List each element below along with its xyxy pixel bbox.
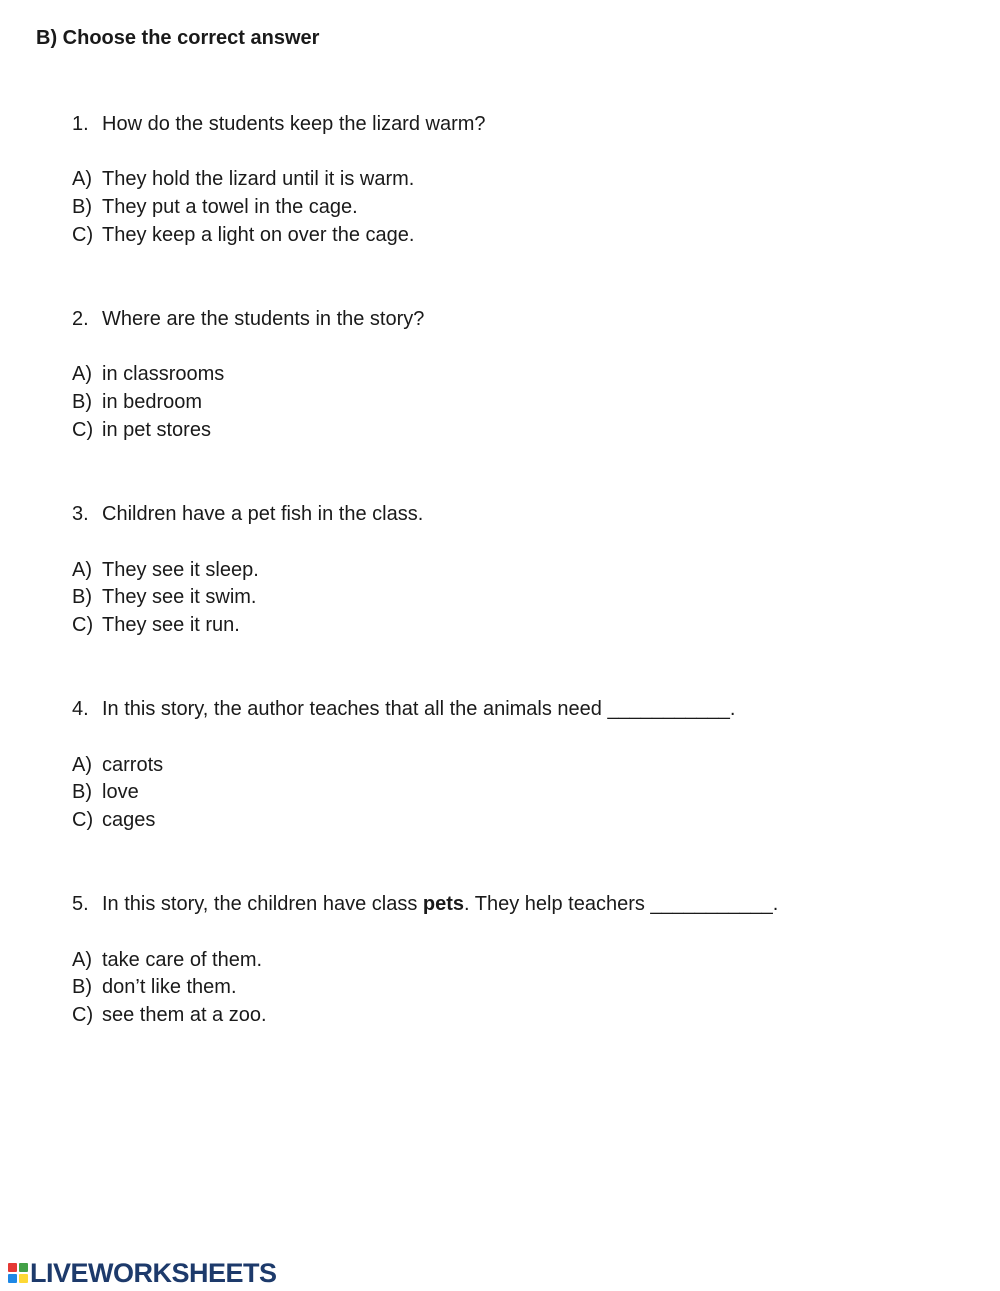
option-text: They see it sleep. — [102, 559, 259, 581]
question-text: How do the students keep the lizard warm? — [102, 113, 486, 135]
option-5b[interactable] — [72, 973, 237, 1001]
option-text: take care of them. — [102, 949, 263, 971]
section-heading: B) Choose the correct answer — [36, 27, 320, 49]
option-letter: B) — [72, 976, 92, 998]
option-3a[interactable] — [72, 556, 259, 584]
option-letter: A) — [72, 363, 92, 385]
option-2b[interactable] — [72, 388, 202, 416]
option-3c[interactable] — [72, 611, 240, 639]
question-text: In this story, the children have class — [102, 893, 423, 915]
option-1b[interactable] — [72, 193, 358, 221]
question-number: 3. — [72, 503, 89, 525]
option-letter: C) — [72, 809, 94, 831]
option-text: cages — [102, 809, 156, 831]
question-2 — [72, 305, 424, 333]
question-text: Children have a pet fish in the class. — [102, 503, 424, 525]
option-text: carrots — [102, 754, 164, 776]
option-letter: A) — [72, 168, 92, 190]
question-text-end: . — [729, 698, 736, 720]
logo-text: LIVEWORKSHEETS — [30, 1257, 277, 1288]
option-letter: A) — [72, 559, 92, 581]
option-2a[interactable] — [72, 360, 224, 388]
option-text: love — [102, 781, 139, 803]
question-text: Where are the students in the story? — [102, 308, 425, 330]
logo-grid-icon — [8, 1263, 28, 1283]
option-2c[interactable] — [72, 416, 211, 444]
option-letter: C) — [72, 614, 94, 636]
option-text: see them at a zoo. — [102, 1004, 267, 1026]
option-text: in bedroom — [102, 391, 203, 413]
option-text: They see it run. — [102, 614, 240, 636]
question-number: 4. — [72, 698, 89, 720]
option-letter: A) — [72, 949, 92, 971]
option-4b[interactable] — [72, 778, 139, 806]
liveworksheets-logo — [8, 1258, 277, 1288]
option-text: in pet stores — [102, 419, 211, 441]
option-4a[interactable] — [72, 751, 163, 779]
question-text: In this story, the author teaches that all the animals need — [102, 698, 608, 720]
option-5c[interactable] — [72, 1001, 267, 1029]
logo-square-green — [19, 1263, 28, 1272]
option-text: in classrooms — [102, 363, 225, 385]
option-4c[interactable] — [72, 806, 155, 834]
question-4 — [72, 695, 735, 723]
option-1c[interactable] — [72, 221, 414, 249]
option-letter: B) — [72, 781, 92, 803]
question-1 — [72, 110, 486, 138]
option-3b[interactable] — [72, 583, 256, 611]
option-letter: C) — [72, 1004, 94, 1026]
answer-blank[interactable]: ___________ — [650, 893, 773, 915]
question-3 — [72, 500, 423, 528]
option-letter: B) — [72, 196, 92, 218]
logo-square-yellow — [19, 1274, 28, 1283]
question-bold-word: pets — [422, 893, 465, 915]
logo-square-red — [8, 1263, 17, 1272]
question-number: 2. — [72, 308, 89, 330]
logo-square-blue — [8, 1274, 17, 1283]
question-text-end: . — [772, 893, 779, 915]
option-letter: A) — [72, 754, 92, 776]
option-5a[interactable] — [72, 946, 262, 974]
question-number: 1. — [72, 113, 89, 135]
option-letter: B) — [72, 586, 92, 608]
option-letter: C) — [72, 224, 94, 246]
option-text: don’t like them. — [102, 976, 237, 998]
option-text: They put a towel in the cage. — [102, 196, 358, 218]
option-letter: B) — [72, 391, 92, 413]
option-letter: C) — [72, 419, 94, 441]
option-text: They hold the lizard until it is warm. — [102, 168, 415, 190]
answer-blank[interactable]: ___________ — [607, 698, 730, 720]
question-text-middle: . They help teachers — [464, 893, 651, 915]
question-5 — [72, 890, 778, 918]
option-1a[interactable] — [72, 165, 414, 193]
option-text: They keep a light on over the cage. — [102, 224, 415, 246]
option-text: They see it swim. — [102, 586, 257, 608]
question-number: 5. — [72, 893, 89, 915]
